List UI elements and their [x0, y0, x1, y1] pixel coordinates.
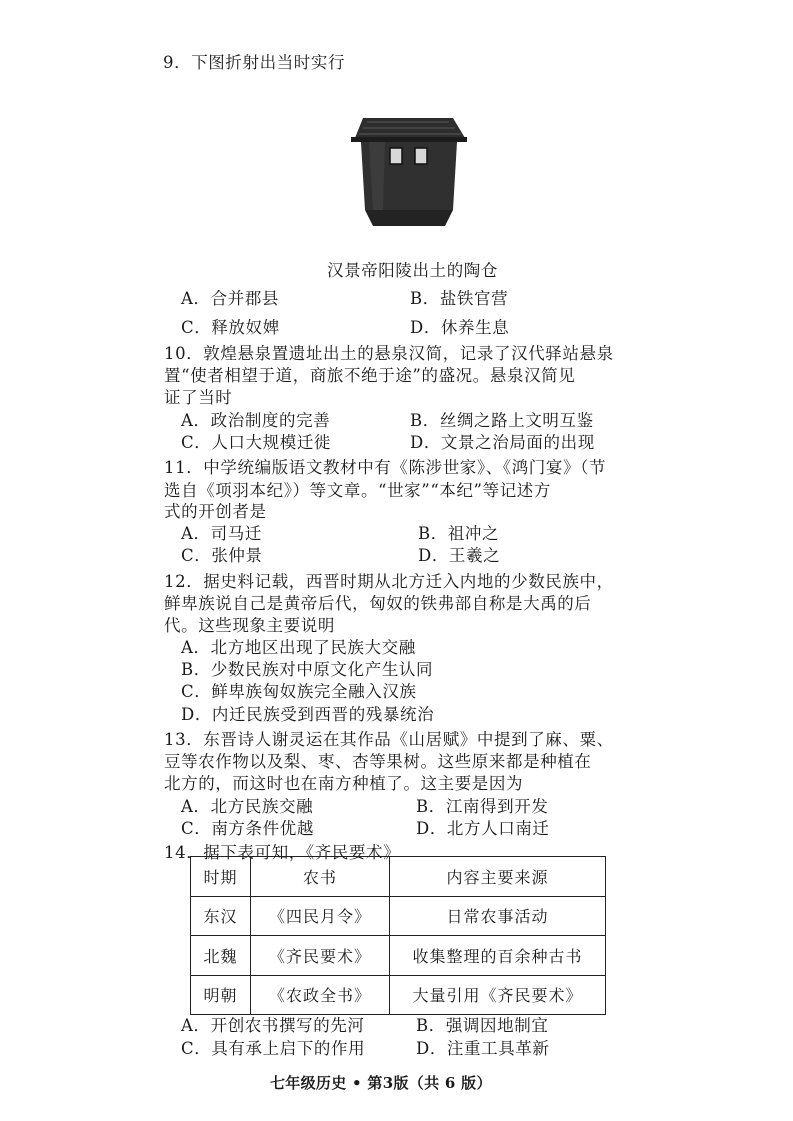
question-11-line-2: 选自《项羽本纪》）等文章。“世家”“本纪”等记述方	[164, 481, 551, 500]
page-footer: 七年级历史 • 第3版（共 6 版）	[270, 1074, 492, 1092]
question-14-stem: 14．据下表可知，《齐民要术》	[164, 843, 401, 862]
q13-option-a: A．北方民族交融	[181, 797, 314, 816]
question-10-line-2: 置“使者相望于道，商旅不绝于途”的盛况。悬泉汉简见	[164, 366, 576, 385]
q14-option-a: A．开创农书撰写的先河	[181, 1016, 365, 1035]
q13-option-c: C．南方条件优越	[181, 819, 314, 838]
q12-option-b: B．少数民族对中原文化产生认同	[181, 660, 434, 679]
table-cell: 《四民月令》	[251, 896, 390, 936]
question-12-line-2: 鲜卑族说自己是黄帝后代，匈奴的铁弗部自称是大禹的后	[164, 594, 592, 613]
question-12-line-1: 12．据史料记载，西晋时期从北方迁入内地的少数民族中，	[164, 572, 614, 591]
table-header-source: 内容主要来源	[390, 857, 606, 897]
q14-option-d: D．注重工具革新	[416, 1039, 550, 1058]
table-header-book: 农书	[251, 857, 390, 897]
question-13-line-3: 北方的，而这时也在南方种植了。这主要是因为	[164, 774, 524, 793]
q11-option-b: B．祖冲之	[418, 524, 500, 543]
table-cell: 北魏	[191, 936, 251, 976]
table-cell: 《齐民要术》	[251, 936, 390, 976]
table-row	[191, 896, 606, 936]
table-cell: 大量引用《齐民要术》	[390, 975, 606, 1015]
image-caption: 汉景帝阳陵出土的陶仓	[327, 261, 498, 280]
q14-option-c: C．具有承上启下的作用	[181, 1039, 366, 1058]
question-11-line-3: 式的开创者是	[164, 502, 267, 521]
q12-option-c: C．鲜卑族匈奴族完全融入汉族	[181, 682, 417, 701]
table-header-period: 时期	[191, 857, 251, 897]
q14-option-b: B．强调因地制宜	[416, 1016, 549, 1035]
q11-option-c: C．张仲景	[181, 546, 263, 565]
q13-option-d: D．北方人口南迁	[416, 819, 550, 838]
question-11-line-1: 11．中学统编版语文教材中有《陈涉世家》、《鸿门宴》（节	[164, 458, 607, 477]
table-cell: 东汉	[191, 896, 251, 936]
question-10-line-3: 证了当时	[164, 388, 233, 407]
q10-option-c: C．人口大规模迁徙	[181, 433, 332, 452]
table-row	[191, 936, 606, 976]
agriculture-books-table	[190, 856, 606, 1015]
q9-option-d: D．休养生息	[410, 318, 510, 337]
q9-option-b: B．盐铁官营	[410, 289, 509, 308]
table-cell: 日常农事活动	[390, 896, 606, 936]
pottery-granary-image	[345, 108, 470, 233]
q9-option-a: A．合并郡县	[181, 289, 280, 308]
q11-option-d: D．王羲之	[418, 546, 501, 565]
q11-option-a: A．司马迁	[181, 524, 262, 543]
table-cell: 明朝	[191, 975, 251, 1015]
table-header-row	[191, 857, 606, 897]
question-10-line-1: 10．敦煌悬泉置遗址出土的悬泉汉简，记录了汉代驿站悬泉	[164, 344, 614, 363]
question-9-stem: 9．下图折射出当时实行	[163, 53, 346, 72]
question-13-line-1: 13．东晋诗人谢灵运在其作品《山居赋》中提到了麻、粟、	[164, 730, 614, 749]
q9-option-c: C．释放奴婢	[181, 318, 280, 337]
q10-option-b: B．丝绸之路上文明互鉴	[410, 411, 594, 430]
q12-option-a: A．北方地区出现了民族大交融	[181, 638, 416, 657]
question-12-line-3: 代。这些现象主要说明	[164, 616, 335, 635]
q10-option-a: A．政治制度的完善	[181, 411, 331, 430]
question-13-line-2: 豆等农作物以及梨、枣、杏等果树。这些原来都是种植在	[164, 752, 592, 771]
q12-option-d: D．内迁民族受到西晋的残暴统治	[181, 705, 435, 724]
q13-option-b: B．江南得到开发	[416, 797, 549, 816]
table-cell: 《农政全书》	[251, 975, 390, 1015]
table-row	[191, 975, 606, 1015]
table-cell: 收集整理的百余种古书	[390, 936, 606, 976]
q10-option-d: D．文景之治局面的出现	[410, 433, 595, 452]
